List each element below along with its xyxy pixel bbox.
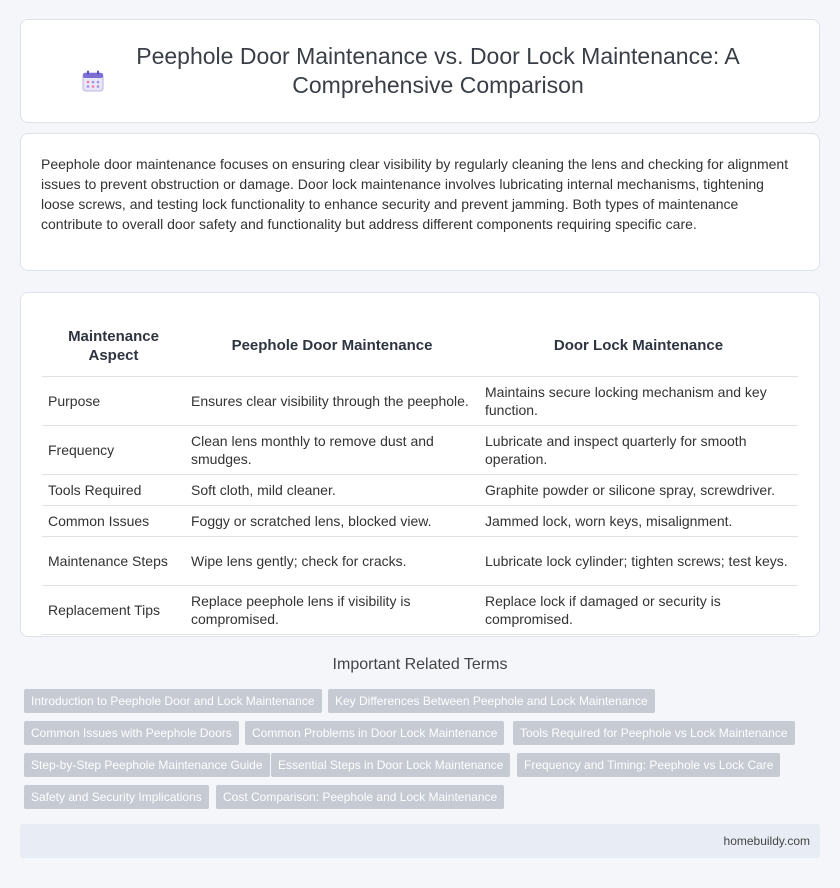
related-term-tag[interactable]: Key Differences Between Peephole and Lock Maintenance: [328, 689, 655, 713]
table-row: [42, 586, 798, 635]
calendar-icon: [82, 70, 104, 92]
row-aspect: Maintenance Steps: [42, 537, 185, 586]
row-lock: Lubricate lock cylinder; tighten screws; test keys.: [479, 537, 798, 586]
row-aspect: Tools Required: [42, 475, 185, 506]
page-title: Peephole Door Maintenance vs. Door Lock Maintenance: A Comprehensive Comparison: [136, 43, 740, 98]
table-row: [42, 475, 798, 506]
row-aspect: Replacement Tips: [42, 586, 185, 635]
row-peephole: Soft cloth, mild cleaner.: [185, 475, 479, 506]
related-term-tag[interactable]: Tools Required for Peephole vs Lock Maintenance: [513, 721, 795, 745]
related-term-tag[interactable]: Safety and Security Implications: [24, 785, 209, 809]
comparison-table-card: [20, 292, 820, 637]
row-peephole: Wipe lens gently; check for cracks.: [185, 537, 479, 586]
row-peephole: Replace peephole lens if visibility is compromised.: [185, 586, 479, 635]
related-term-tag[interactable]: Step-by-Step Peephole Maintenance Guide: [24, 753, 270, 777]
row-peephole: Clean lens monthly to remove dust and smudges.: [185, 426, 479, 475]
related-terms-title: Important Related Terms: [332, 656, 508, 673]
header-lock: Door Lock Maintenance: [479, 315, 798, 377]
row-aspect: Frequency: [42, 426, 185, 475]
related-term-tag[interactable]: Common Problems in Door Lock Maintenance: [245, 721, 504, 745]
row-lock: Lubricate and inspect quarterly for smooth operation.: [479, 426, 798, 475]
related-term-tag[interactable]: Cost Comparison: Peephole and Lock Maintenance: [216, 785, 504, 809]
title-card: [20, 19, 820, 123]
related-term-tag[interactable]: Introduction to Peephole Door and Lock Maintenance: [24, 689, 322, 713]
row-peephole: Ensures clear visibility through the peephole.: [185, 377, 479, 426]
title-wrap: [70, 42, 770, 100]
row-lock: Replace lock if damaged or security is compromised.: [479, 586, 798, 635]
row-lock: Maintains secure locking mechanism and key function.: [479, 377, 798, 426]
row-aspect: Purpose: [42, 377, 185, 426]
row-aspect: Common Issues: [42, 506, 185, 537]
intro-card: [20, 133, 820, 271]
row-peephole: Foggy or scratched lens, blocked view.: [185, 506, 479, 537]
table-row: [42, 426, 798, 475]
table-row: [42, 537, 798, 586]
header-peephole: Peephole Door Maintenance: [185, 315, 479, 377]
table-row: [42, 377, 798, 426]
row-lock: Graphite powder or silicone spray, screwdriver.: [479, 475, 798, 506]
comparison-table: [42, 315, 798, 635]
related-term-tag[interactable]: Frequency and Timing: Peephole vs Lock Care: [517, 753, 780, 777]
footer-site-link[interactable]: homebuildy.com: [723, 834, 810, 848]
footer: [20, 824, 820, 858]
related-term-tag[interactable]: Common Issues with Peephole Doors: [24, 721, 239, 745]
table-row: [42, 506, 798, 537]
related-term-tag[interactable]: Essential Steps in Door Lock Maintenance: [271, 753, 510, 777]
header-aspect: Maintenance Aspect: [42, 315, 185, 377]
row-lock: Jammed lock, worn keys, misalignment.: [479, 506, 798, 537]
intro-paragraph: Peephole door maintenance focuses on ensuring clear visibility by regularly cleaning the lens and checking for alignment issues to prevent obstruction or damage. Door lock maintenance involves lubricating internal mechanisms, tightening loose screws, and testing lock functionality to enhance security and prevent jamming. Both types of maintenance contribute to overall door safety and functionality but address different components requiring specific care.: [41, 156, 789, 232]
table-header-row: [42, 315, 798, 377]
